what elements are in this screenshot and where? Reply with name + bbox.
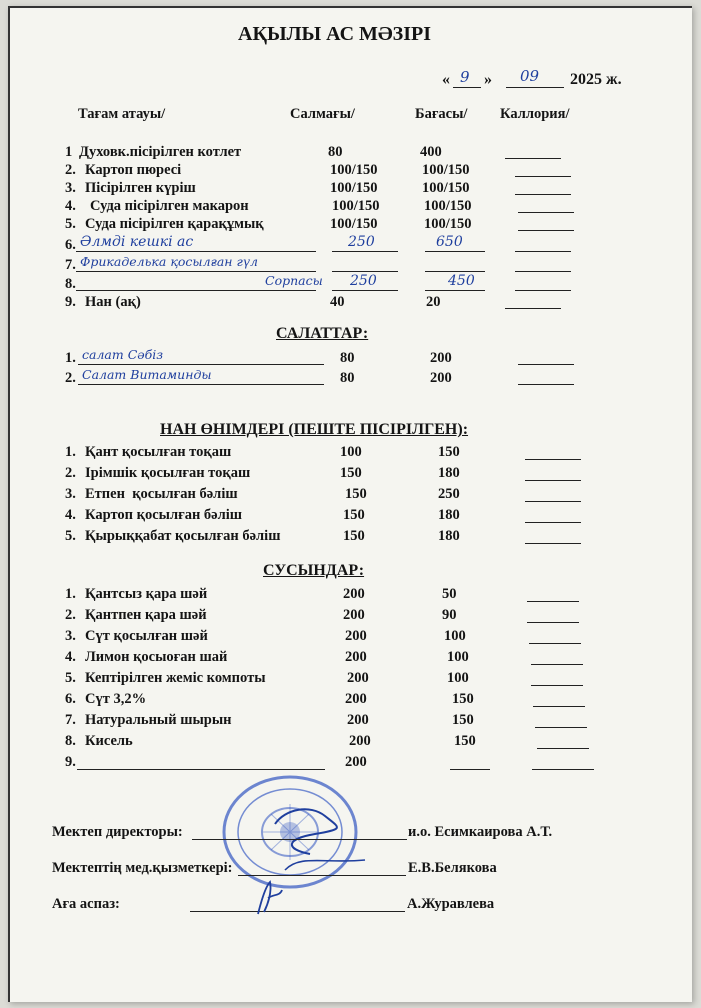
main-item-weight-handwritten: 250 bbox=[348, 234, 375, 250]
signature-line bbox=[192, 839, 407, 840]
drink-price: 90 bbox=[442, 607, 457, 623]
main-item-weight: 40 bbox=[330, 294, 345, 310]
calorie-line bbox=[527, 622, 579, 623]
drink-num: 4. bbox=[65, 649, 76, 665]
drink-weight: 200 bbox=[349, 733, 371, 749]
drink-price: 100 bbox=[447, 649, 469, 665]
salad-weight: 80 bbox=[340, 370, 355, 386]
bakery-price: 180 bbox=[438, 507, 460, 523]
drink-name: Қантсыз қара шәй bbox=[85, 586, 208, 602]
main-item-name: Картоп пюресі bbox=[85, 162, 182, 178]
signature-role: Мектептің мед.қызметкері: bbox=[52, 860, 233, 876]
calorie-line bbox=[531, 664, 583, 665]
bakery-num: 2. bbox=[65, 465, 76, 481]
main-item-price-handwritten: 450 bbox=[448, 273, 475, 289]
main-item-name: Пісірілген күріш bbox=[85, 180, 196, 196]
fill-line bbox=[425, 290, 485, 291]
bakery-price: 250 bbox=[438, 486, 460, 502]
signature-line bbox=[238, 875, 406, 876]
document-title: АҚЫЛЫ АС МӘЗІРІ bbox=[238, 23, 432, 45]
signature-person: Е.В.Белякова bbox=[408, 860, 497, 876]
signature-person: А.Журавлева bbox=[407, 896, 495, 912]
calorie-line bbox=[533, 706, 585, 707]
header-weight: Салмағы/ bbox=[290, 106, 355, 122]
salad-price: 200 bbox=[430, 370, 452, 386]
main-item-weight: 100/150 bbox=[330, 216, 378, 232]
main-item-name-handwritten: Сорпасы bbox=[265, 273, 323, 288]
calorie-line bbox=[515, 271, 571, 272]
main-item-price: 100/150 bbox=[424, 216, 472, 232]
drink-weight: 200 bbox=[345, 754, 367, 770]
bakery-name: Етпен қосылған бәліш bbox=[85, 486, 238, 502]
bakery-weight: 150 bbox=[345, 486, 367, 502]
bakery-name: Картоп қосылған бәліш bbox=[85, 507, 243, 523]
calorie-line bbox=[515, 290, 571, 291]
main-item-num: 3. bbox=[65, 180, 76, 196]
calorie-line bbox=[525, 459, 581, 460]
header-calories: Каллория/ bbox=[500, 106, 570, 122]
signature-role: Аға аспаз: bbox=[52, 896, 120, 912]
calorie-line bbox=[515, 176, 571, 177]
signature-role: Мектеп директоры: bbox=[52, 824, 183, 840]
drink-name: Сүт 3,2% bbox=[85, 691, 147, 707]
calorie-line bbox=[531, 685, 583, 686]
main-item-name-handwritten: Әлмді кешкі ас bbox=[80, 234, 194, 250]
date-month-line bbox=[506, 87, 564, 88]
salad-num: 2. bbox=[65, 370, 76, 386]
handwritten-signature-icon bbox=[250, 878, 290, 918]
bakery-name: Ірімшік қосылған тоқаш bbox=[85, 465, 251, 481]
main-item-num: 1 bbox=[65, 144, 73, 160]
drinks-title: СУСЫНДАР: bbox=[263, 562, 365, 579]
fill-line bbox=[76, 271, 316, 272]
calorie-line bbox=[518, 230, 574, 231]
drink-weight: 200 bbox=[345, 691, 367, 707]
date-day-line bbox=[453, 87, 481, 88]
main-item-price: 100/150 bbox=[422, 180, 470, 196]
fill-line bbox=[332, 290, 398, 291]
drink-num: 5. bbox=[65, 670, 76, 686]
calorie-line bbox=[518, 212, 574, 213]
main-item-num: 9. bbox=[65, 294, 76, 310]
main-item-price: 100/150 bbox=[422, 162, 470, 178]
drink-weight: 200 bbox=[345, 628, 367, 644]
fill-line bbox=[78, 364, 324, 365]
drink-name: Натуральный шырын bbox=[85, 712, 232, 728]
main-item-price: 100/150 bbox=[424, 198, 472, 214]
drink-price: 150 bbox=[452, 712, 474, 728]
calorie-line bbox=[537, 748, 589, 749]
main-item-weight-handwritten: 250 bbox=[350, 273, 377, 289]
drink-price: 150 bbox=[452, 691, 474, 707]
calorie-line bbox=[527, 601, 579, 602]
main-item-weight: 100/150 bbox=[332, 198, 380, 214]
main-item-name: Нан (ақ) bbox=[85, 294, 141, 310]
main-item-price: 400 bbox=[420, 144, 442, 160]
bakery-title: НАН ӨНІМДЕРІ (ПЕШТЕ ПІСІРІЛГЕН): bbox=[160, 421, 469, 438]
bakery-num: 3. bbox=[65, 486, 76, 502]
salad-num: 1. bbox=[65, 350, 76, 366]
drink-price: 100 bbox=[444, 628, 466, 644]
salads-title: САЛАТТАР: bbox=[276, 325, 369, 342]
drink-name: Қантпен қара шәй bbox=[85, 607, 207, 623]
drink-price: 150 bbox=[454, 733, 476, 749]
bakery-price: 150 bbox=[438, 444, 460, 460]
date-day: 9 bbox=[460, 68, 470, 86]
drink-price: 50 bbox=[442, 586, 457, 602]
salad-name-handwritten: салат Сәбіз bbox=[82, 347, 164, 362]
date-open-quote: « bbox=[442, 71, 450, 88]
calorie-line bbox=[515, 194, 571, 195]
drink-weight: 200 bbox=[343, 607, 365, 623]
fill-line bbox=[425, 271, 485, 272]
signature-person: и.о. Есимкаирова А.Т. bbox=[408, 824, 553, 840]
main-item-num: 5. bbox=[65, 216, 76, 232]
calorie-line bbox=[535, 727, 587, 728]
bakery-name: Қырыққабат қосылған бәліш bbox=[85, 528, 281, 544]
salad-weight: 80 bbox=[340, 350, 355, 366]
drink-num: 2. bbox=[65, 607, 76, 623]
calorie-line bbox=[525, 501, 581, 502]
drink-num: 6. bbox=[65, 691, 76, 707]
drink-name: Сүт қосылған шәй bbox=[85, 628, 208, 644]
fill-line bbox=[78, 384, 324, 385]
drink-num: 9. bbox=[65, 754, 76, 770]
main-item-price: 20 bbox=[426, 294, 441, 310]
main-item-weight: 80 bbox=[328, 144, 343, 160]
main-item-weight: 100/150 bbox=[330, 180, 378, 196]
bakery-weight: 150 bbox=[343, 528, 365, 544]
bakery-weight: 150 bbox=[340, 465, 362, 481]
calorie-line bbox=[518, 384, 574, 385]
bakery-name: Қант қосылған тоқаш bbox=[85, 444, 232, 460]
main-item-num: 8. bbox=[65, 276, 76, 292]
salad-price: 200 bbox=[430, 350, 452, 366]
main-item-num: 7. bbox=[65, 257, 76, 273]
salad-name-handwritten: Салат Витаминды bbox=[82, 367, 212, 382]
drink-name: Кептірілген жеміс компоты bbox=[85, 670, 266, 686]
main-item-num: 6. bbox=[65, 237, 76, 253]
main-item-name: Суда пісірілген макарон bbox=[90, 198, 249, 214]
fill-line bbox=[450, 769, 490, 770]
main-item-weight: 100/150 bbox=[330, 162, 378, 178]
calorie-line bbox=[525, 522, 581, 523]
fill-line bbox=[425, 251, 485, 252]
main-item-name: Суда пісірілген қарақұмық bbox=[85, 216, 264, 232]
bakery-price: 180 bbox=[438, 528, 460, 544]
drink-num: 3. bbox=[65, 628, 76, 644]
drink-name: Лимон қосыоған шай bbox=[85, 649, 228, 665]
calorie-line bbox=[525, 543, 581, 544]
calorie-line bbox=[532, 769, 594, 770]
main-item-name-handwritten: Фрикаделька қосылған гүл bbox=[80, 254, 258, 269]
date-month: 09 bbox=[520, 67, 540, 85]
calorie-line bbox=[505, 308, 561, 309]
calorie-line bbox=[515, 251, 571, 252]
drink-num: 8. bbox=[65, 733, 76, 749]
drink-num: 1. bbox=[65, 586, 76, 602]
main-item-price-handwritten: 650 bbox=[436, 234, 463, 250]
bakery-num: 5. bbox=[65, 528, 76, 544]
drink-weight: 200 bbox=[347, 712, 369, 728]
drink-weight: 200 bbox=[343, 586, 365, 602]
bakery-price: 180 bbox=[438, 465, 460, 481]
bakery-weight: 100 bbox=[340, 444, 362, 460]
drink-price: 100 bbox=[447, 670, 469, 686]
fill-line bbox=[332, 251, 398, 252]
drink-num: 7. bbox=[65, 712, 76, 728]
header-name: Тағам атауы/ bbox=[78, 106, 166, 122]
fill-line bbox=[77, 769, 325, 770]
calorie-line bbox=[525, 480, 581, 481]
calorie-line bbox=[529, 643, 581, 644]
signature-line bbox=[190, 911, 405, 912]
fill-line bbox=[76, 251, 316, 252]
main-item-name: Духовк.пісірілген котлет bbox=[79, 144, 242, 160]
bakery-num: 4. bbox=[65, 507, 76, 523]
main-item-num: 4. bbox=[65, 198, 76, 214]
drink-name: Кисель bbox=[85, 733, 133, 749]
main-item-num: 2. bbox=[65, 162, 76, 178]
bakery-num: 1. bbox=[65, 444, 76, 460]
bakery-weight: 150 bbox=[343, 507, 365, 523]
header-price: Бағасы/ bbox=[415, 106, 468, 122]
fill-line bbox=[76, 290, 316, 291]
date-year: 2025 ж. bbox=[570, 71, 622, 88]
calorie-line bbox=[505, 158, 561, 159]
date-close-quote: » bbox=[484, 71, 492, 88]
menu-document bbox=[8, 6, 692, 1002]
drink-weight: 200 bbox=[347, 670, 369, 686]
fill-line bbox=[332, 271, 398, 272]
drink-weight: 200 bbox=[345, 649, 367, 665]
calorie-line bbox=[518, 364, 574, 365]
